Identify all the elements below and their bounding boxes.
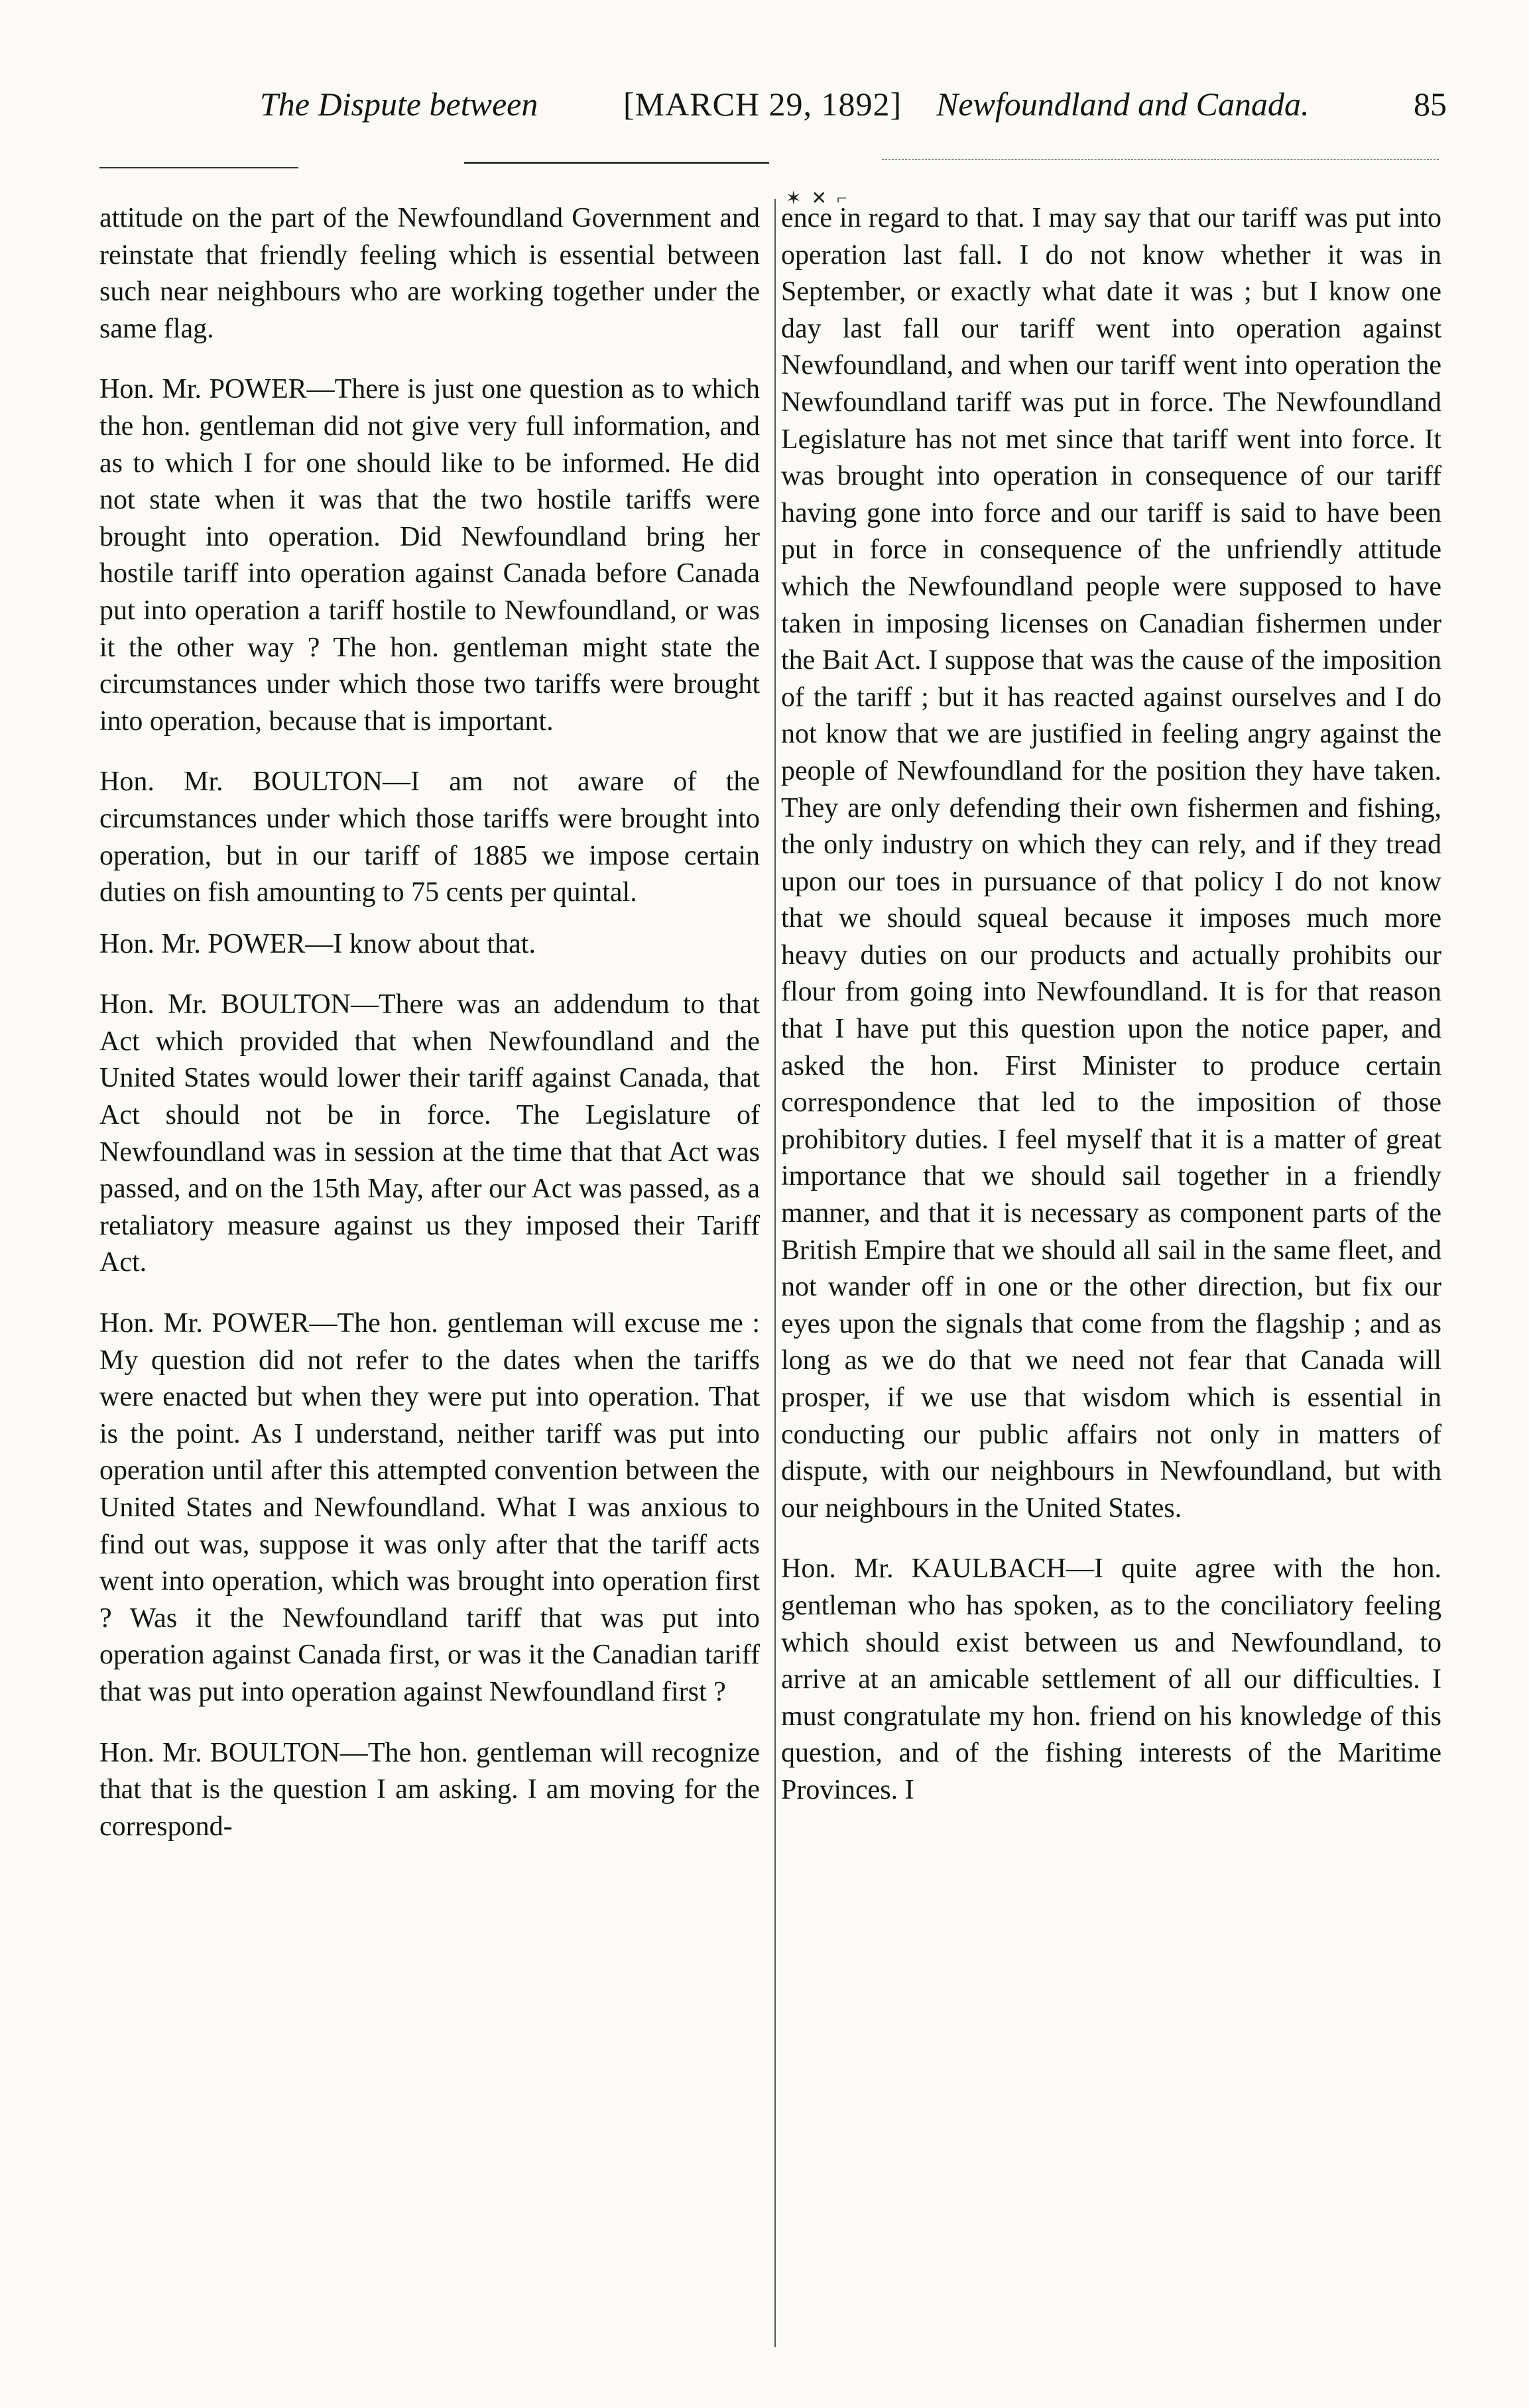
- paragraph: ence in regard to that. I may say that our tariff was put into operation last fall. I do not know whether it was in September, or exactly what date it was ; but I know one day last fall our tariff went into operation against Newfoundland, and when our tariff went into operation the Newfoundland tariff was put in force. The Newfoundland Legislature has not met since that tariff went into force. It was brought into operation in consequence of our tariff having gone into force and our tariff is said to have been put in force in consequence of the unfriendly attitude which the Newfoundland people were supposed to have taken in imposing licenses on Canadian fishermen under the Bait Act. I suppose that was the cause of the imposition of the tariff ; but it has reacted against ourselves and I do not know that we are justified in feeling angry against the people of Newfoundland for the position they have taken. They are only defending their own fishermen and fishing, the only industry on which they can rely, and if they tread upon our toes in pursuance of that policy I do not know that we should squeal because it imposes much more heavy duties on our products and actually prohibits our flour from going into Newfoundland. It is for that reason that I have put this question upon the notice paper, and asked the hon. First Minister to produce certain correspondence that led to the imposition of those prohibitory duties. I feel myself that it is a matter of great importance that we should sail together in a friendly manner, and that it is necessary as component parts of the British Empire that we should all sail in the same fleet, and not wander off in one or the other direction, but fix our eyes upon the signals that come from the flagship ; and as long as we do that we need not fear that Canada will prosper, if we use that wisdom which is essential in conducting our public affairs not only in matters of dispute, with our neighbours in Newfoundland, but with our neighbours in the United States.: [781, 203, 1441, 1524]
- column-divider: [774, 199, 776, 2347]
- paragraph: Hon. Mr. POWER—The hon. gentleman will excuse me : My question did not refer to the dates when the tariffs were enacted but when they were put into operation. That is the point. As I understand, neither tariff was put into operation until after this attempted convention between the United States and Newfoundland. What I was anxious to find out was, suppose it was only after that the tariff acts went into operation, which was brought into operation first ? Was it the Newfoundland tariff that was put into operation against Canada first, or was it the Canadian tariff that was put into operation against Newfoundland first ?: [99, 1308, 760, 1707]
- header-rule-middle: [464, 162, 769, 164]
- paragraph: Hon. Mr. BOULTON—There was an addendum to that Act which provided that when Newfoundland and the United States would lower their tariff against Canada, that Act should not be in force. The Legislature of Newfoundland was in session at the time that that Act was passed, and on the 15th May, after our Act was passed, as a retaliatory measure against us they imposed their Tariff Act.: [99, 989, 760, 1278]
- running-header: [260, 85, 1447, 131]
- right-column: [781, 200, 1441, 1809]
- header-date: [MARCH 29, 1892]: [623, 86, 902, 123]
- header-rule-left: [99, 167, 298, 168]
- paragraph: Hon. Mr. BOULTON—I am not aware of the circumstances under which those tariffs were brought into operation, but in our tariff of 1885 we impose certain duties on fish amounting to 75 cents per quintal.: [99, 766, 760, 908]
- paragraph: Hon. Mr. KAULBACH—I quite agree with the hon. gentleman who has spoken, as to the conciliatory feeling which should exist between us and Newfoundland, to arrive at an amicable settlement of all our difficulties. I must congratulate my hon. friend on his knowledge of this question, and of the fishing interests of the Maritime Provinces. I: [781, 1553, 1441, 1805]
- paragraph: Hon. Mr. POWER—There is just one question as to which the hon. gentleman did not give very full information, and as to which I for one should like to be informed. He did not state when it was that the two hostile tariffs were brought into operation. Did Newfoundland bring her hostile tariff into operation against Canada before Canada put into operation a tariff hostile to Newfoundland, or was it the other way ? The hon. gentleman might state the circumstances under which those two tariffs were brought into operation, because that is important.: [99, 374, 760, 737]
- page-number: 85: [1414, 86, 1447, 123]
- paragraph: Hon. Mr. POWER—I know about that.: [99, 928, 536, 959]
- print-smudge-marks: ✶ ✕ ⌐: [786, 188, 850, 209]
- header-title-right: Newfoundland and Canada.: [936, 86, 1310, 123]
- header-title-left: The Dispute between: [260, 86, 538, 123]
- paragraph: attitude on the part of the Newfoundland Government and reinstate that friendly feeling which is essential between such near neighbours who are working together under the same flag.: [99, 203, 760, 344]
- paragraph: Hon. Mr. BOULTON—The hon. gentleman will recognize that that is the question I am asking. I am moving for the correspond-: [99, 1737, 760, 1842]
- header-rule-right: [882, 159, 1439, 160]
- left-column: [99, 200, 760, 1845]
